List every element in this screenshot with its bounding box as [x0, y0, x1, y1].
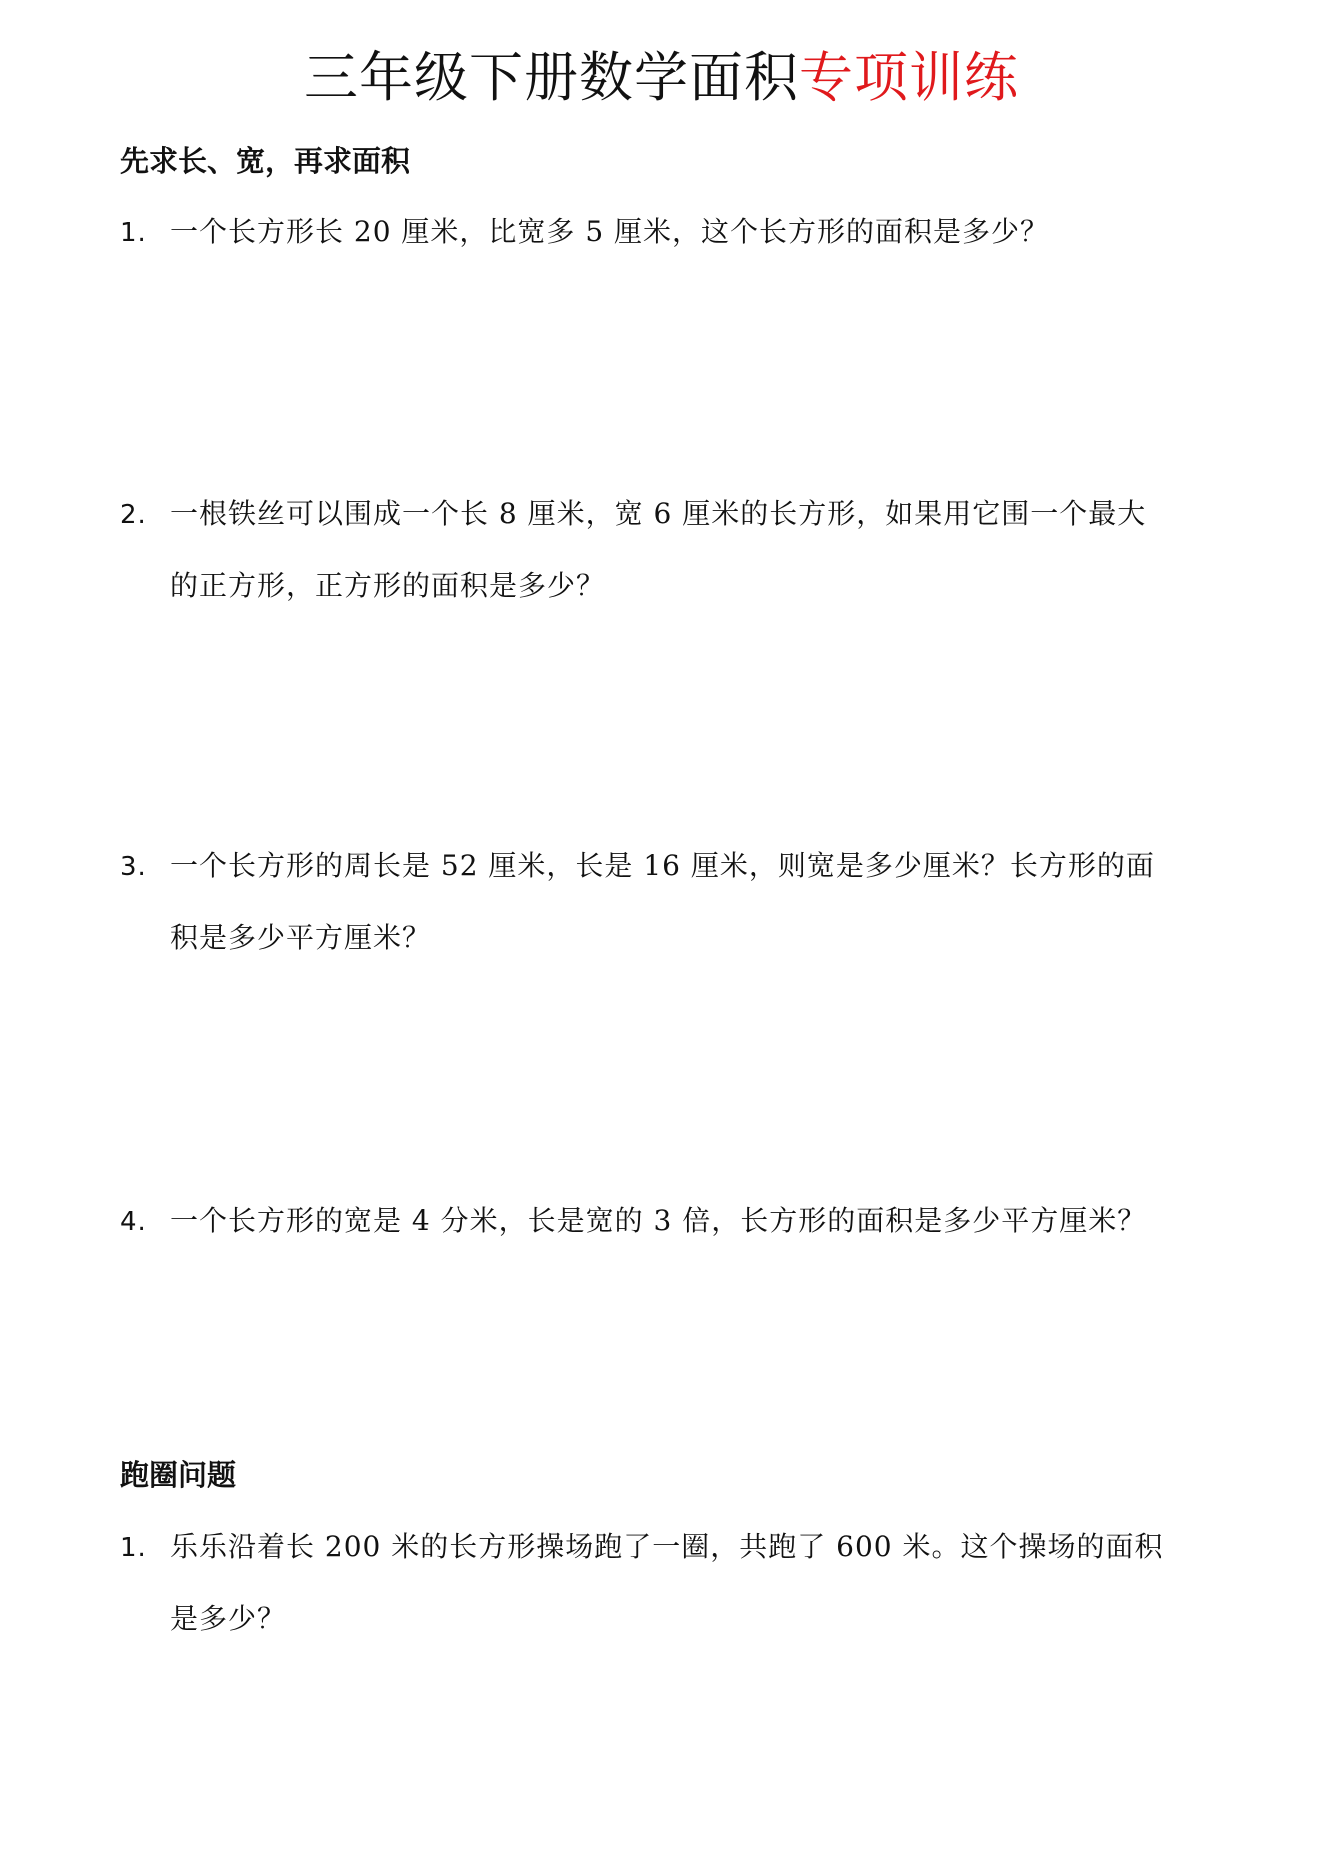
- question-number: 1.: [120, 218, 147, 248]
- title-highlight: 专项训练: [799, 46, 1019, 109]
- question-number: 1.: [120, 1533, 147, 1563]
- question-line: [120, 846, 1220, 887]
- page-title: [0, 46, 1323, 110]
- question-text: 一个长方形的宽是 4 分米，长是宽的 3 倍，长方形的面积是多少平方厘米？: [170, 1204, 1147, 1237]
- question-1-2: [120, 494, 1220, 606]
- question-number: 3.: [120, 852, 147, 882]
- question-line: [120, 566, 1220, 606]
- question-2-1: [120, 1527, 1220, 1639]
- question-text: 一个长方形的周长是 52 厘米，长是 16 厘米，则宽是多少厘米？长方形的面: [170, 849, 1155, 882]
- question-line: [120, 1599, 1220, 1639]
- question-line: [120, 212, 1220, 253]
- question-1-3: [120, 846, 1220, 958]
- question-text: 一个长方形长 20 厘米，比宽多 5 厘米，这个长方形的面积是多少？: [170, 215, 1050, 248]
- title-main: 三年级下册数学面积: [304, 46, 799, 109]
- question-text: 的正方形，正方形的面积是多少？: [170, 569, 606, 602]
- question-line: [120, 918, 1220, 958]
- question-1-1: [120, 212, 1220, 253]
- question-text: 积是多少平方厘米？: [170, 921, 432, 954]
- section-heading-length-width-area: 先求长、宽，再求面积: [120, 144, 411, 178]
- section-heading-running-laps: 跑圈问题: [120, 1458, 237, 1492]
- question-1-4: [120, 1201, 1220, 1242]
- question-number: 2.: [120, 500, 147, 530]
- question-line: [120, 494, 1220, 535]
- question-line: [120, 1201, 1220, 1242]
- question-text: 乐乐沿着长 200 米的长方形操场跑了一圈，共跑了 600 米。这个操场的面积: [170, 1530, 1164, 1563]
- question-line: [120, 1527, 1220, 1568]
- question-text: 是多少？: [170, 1602, 287, 1635]
- question-number: 4.: [120, 1207, 147, 1237]
- question-text: 一根铁丝可以围成一个长 8 厘米，宽 6 厘米的长方形，如果用它围一个最大: [170, 497, 1147, 530]
